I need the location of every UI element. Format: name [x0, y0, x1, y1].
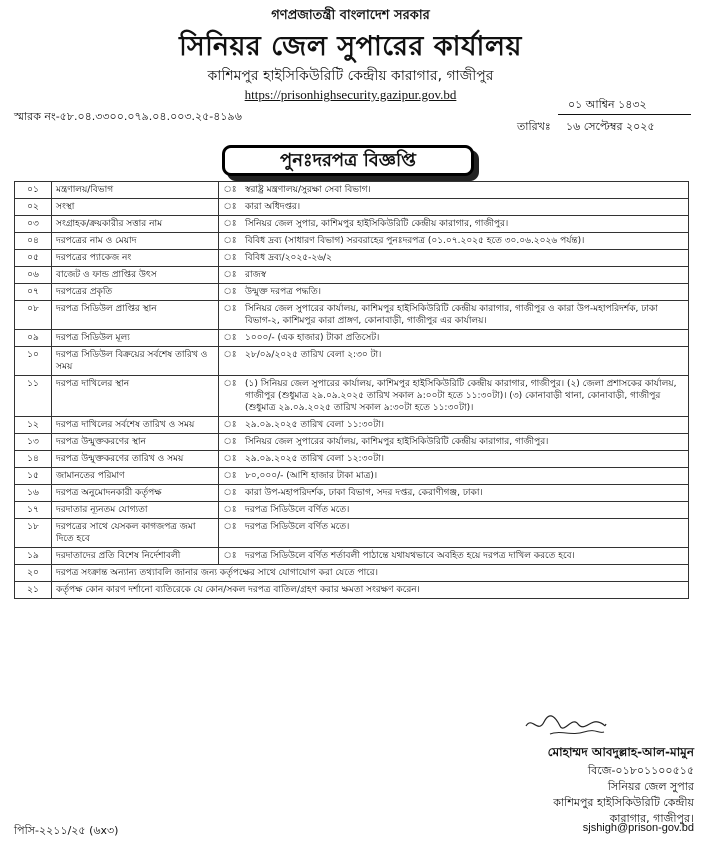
row-value: সিনিয়র জেল সুপার, কাশিমপুর হাইসিকিউরিটি কেন্দ্রীয় কারাগার, গাজীপুর। [241, 216, 689, 233]
row-value: দরপত্র সিডিউলে বর্ণিত শর্তাবলী পাঠান্তে যথাযথভাবে অবহিত হয়ে দরপত্র দাখিল করতে হবে। [241, 548, 689, 565]
table-row [15, 485, 689, 502]
row-number: ১৬ [15, 485, 52, 502]
row-number: ১৮ [15, 519, 52, 548]
row-label: কর্তৃপক্ষ কোন কারণ দর্শানো ব্যতিরেকে যে কোন/সকল দরপত্র বাতিল/গ্রহণ করার ক্ষমতা সংরক্ষণ করেন। [52, 582, 689, 599]
signatory-office-line1: কাশিমপুর হাইসিকিউরিটি কেন্দ্রীয় [553, 796, 694, 809]
row-separator: ঃ [219, 182, 242, 199]
table-row [15, 216, 689, 233]
row-separator: ঃ [219, 548, 242, 565]
row-number: ০৬ [15, 267, 52, 284]
memo-number: স্মারক নং-৫৮.০৪.৩৩০০.০৭৯.০৪.০০৩.২৫-৪১৯৬ [14, 110, 242, 123]
row-number: ০২ [15, 199, 52, 216]
row-number: ০৫ [15, 250, 52, 267]
table-row [15, 250, 689, 267]
row-label: দরপত্র সংক্রান্ত অন্যান্য তথ্যাবলি জানার জন্য কর্তৃপক্ষের সাথে যোগাযোগ করা যেতে পারে। [52, 565, 689, 582]
row-value: সিনিয়র জেল সুপারের কার্যালয়, কাশিমপুর হাইসিকিউরিটি কেন্দ্রীয় কারাগার, গাজীপুর। [241, 434, 689, 451]
table-row [15, 519, 689, 548]
tender-details-table [14, 181, 689, 599]
row-separator: ঃ [219, 267, 242, 284]
row-label: দরপত্রের প্যাকেজ নং [52, 250, 219, 267]
row-value: কারা অধিদপ্তর। [241, 199, 689, 216]
row-label: দরপত্র অনুমোদনকারী কর্তৃপক্ষ [52, 485, 219, 502]
row-value: রাজস্ব [241, 267, 689, 284]
row-value: দরপত্র সিডিউলে বর্ণিত মতে। [241, 502, 689, 519]
date-divider [558, 114, 691, 115]
row-number: ০৮ [15, 301, 52, 330]
row-number: ১১ [15, 376, 52, 417]
row-separator: ঃ [219, 485, 242, 502]
table-row [15, 330, 689, 347]
row-number: ২১ [15, 582, 52, 599]
office-location: কাশিমপুর হাইসিকিউরিটি কেন্দ্রীয় কারাগার, গাজীপুর [207, 68, 494, 84]
row-separator: ঃ [219, 468, 242, 485]
table-row [15, 182, 689, 199]
website-link[interactable]: https://prisonhighsecurity.gazipur.gov.bd [244, 87, 457, 102]
row-label: দরপত্র সিডিউল বিক্রয়ের সর্বশেষ তারিখ ও সময় [52, 347, 219, 376]
government-name: গণপ্রজাতন্ত্রী বাংলাদেশ সরকার [271, 8, 430, 23]
row-value: ২৮/০৯/২০২৫ তারিখ বেলা ২:৩০ টা। [241, 347, 689, 376]
signature-scribble [520, 712, 610, 740]
row-label: দরপত্র দাখিলের সর্বশেষ তারিখ ও সময় [52, 417, 219, 434]
row-value: ১০০০/- (এক হাজার) টাকা প্রতিসেট। [241, 330, 689, 347]
row-label: দরদাতার ন্যূনতম যোগ্যতা [52, 502, 219, 519]
row-label: দরপত্র উন্মুক্তকরণের স্থান [52, 434, 219, 451]
row-number: ১৫ [15, 468, 52, 485]
table-row [15, 502, 689, 519]
office-title: সিনিয়র জেল সুপারের কার্যালয় [179, 31, 522, 62]
row-separator: ঃ [219, 233, 242, 250]
row-number: ০৪ [15, 233, 52, 250]
row-value: বিবিধ দ্রব্য/২০২৫-২৬/২ [241, 250, 689, 267]
row-label: দরপত্র সিডিউল মূল্য [52, 330, 219, 347]
row-separator: ঃ [219, 502, 242, 519]
row-label: দরপত্রের নাম ও মেয়াদ [52, 233, 219, 250]
date-bangla: ০১ আশ্বিন ১৪৩২ [568, 98, 647, 111]
row-separator: ঃ [219, 417, 242, 434]
row-separator: ঃ [219, 284, 242, 301]
row-number: ১২ [15, 417, 52, 434]
row-number: ১৪ [15, 451, 52, 468]
table-row [15, 565, 689, 582]
table-row [15, 233, 689, 250]
row-number: ০৭ [15, 284, 52, 301]
row-label: জামানতের পরিমাণ [52, 468, 219, 485]
table-row [15, 199, 689, 216]
row-value: ৮০,০০০/- (আশি হাজার টাকা মাত্র)। [241, 468, 689, 485]
row-label: সংস্থা [52, 199, 219, 216]
table-row [15, 468, 689, 485]
signatory-name: মোহাম্মদ আবদুল্লাহ-আল-মামুন [547, 745, 694, 759]
row-number: ২০ [15, 565, 52, 582]
row-separator: ঃ [219, 216, 242, 233]
row-number: ০৯ [15, 330, 52, 347]
row-number: ১০ [15, 347, 52, 376]
row-value: ২৯.০৯.২০২৫ তারিখ বেলা ১২:৩০টা। [241, 451, 689, 468]
row-label: মন্ত্রণালয়/বিভাগ [52, 182, 219, 199]
signatory-email[interactable]: sjshigh@prison-gov.bd [582, 822, 694, 834]
table-row [15, 284, 689, 301]
row-value: কারা উপ-মহাপরিদর্শক, ঢাকা বিভাগ, সদর দপ্তর, কেরাণীগঞ্জ, ঢাকা। [241, 485, 689, 502]
table-row [15, 347, 689, 376]
table-row [15, 582, 689, 599]
row-label: দরদাতাদের প্রতি বিশেষ নির্দেশাবলী [52, 548, 219, 565]
signatory-office-line2: কারাগার, গাজীপুর। [609, 812, 694, 825]
row-value: বিবিধ দ্রব্য (সাধারণ বিভাগ) সরবরাহের পুনঃদরপত্র (০১.০৭.২০২৫ হতে ৩০.০৬.২০২৬ পর্যন্ত)। [241, 233, 689, 250]
row-number: ০৩ [15, 216, 52, 233]
table-row [15, 301, 689, 330]
row-value: ২৯.০৯.২০২৫ তারিখ বেলা ১১:৩০টা। [241, 417, 689, 434]
table-row [15, 376, 689, 417]
row-separator: ঃ [219, 376, 242, 417]
row-number: ১৩ [15, 434, 52, 451]
row-separator: ঃ [219, 199, 242, 216]
table-row [15, 434, 689, 451]
pc-code: পিসি-২২১১/২৫ (৬x৩) [14, 824, 119, 837]
row-number: ১৯ [15, 548, 52, 565]
table-row [15, 267, 689, 284]
row-number: ০১ [15, 182, 52, 199]
row-label: দরপত্র দাখিলের স্থান [52, 376, 219, 417]
row-separator: ঃ [219, 451, 242, 468]
signatory-block [480, 763, 694, 827]
date-label: তারিখঃ [517, 120, 551, 133]
row-separator: ঃ [219, 301, 242, 330]
signatory-id: বিজে-০১৮০১১০০৫১৫ [587, 764, 694, 777]
row-separator: ঃ [219, 434, 242, 451]
table-row [15, 417, 689, 434]
row-separator: ঃ [219, 250, 242, 267]
row-label: বাজেট ও ফান্ড প্রাপ্তির উৎস [52, 267, 219, 284]
row-label: দরপত্রের প্রকৃতি [52, 284, 219, 301]
row-value: দরপত্র সিডিউলে বর্ণিত মতে। [241, 519, 689, 548]
row-number: ১৭ [15, 502, 52, 519]
row-value: সিনিয়র জেল সুপারের কার্যালয়, কাশিমপুর হাইসিকিউরিটি কেন্দ্রীয় কারাগার, গাজীপুর ও কারা উপ-মহাপরিদর্শক, ঢাকা বিভাগ-২, কাশিমপুর কারা প্রাঙ্গণ, কোনাবাড়ী, গাজীপুর এর কার্যালয়। [241, 301, 689, 330]
table-row [15, 548, 689, 565]
row-label: দরপত্রের সাথে যেসকল কাগজপত্র জমা দিতে হবে [52, 519, 219, 548]
row-separator: ঃ [219, 519, 242, 548]
signatory-designation: সিনিয়র জেল সুপার [607, 780, 694, 793]
notice-title: পুনঃদরপত্র বিজ্ঞপ্তি [222, 145, 474, 176]
row-label: সংগ্রাহক/ক্রয়কারীর সত্তার নাম [52, 216, 219, 233]
row-label: দরপত্র সিডিউল প্রাপ্তির স্থান [52, 301, 219, 330]
row-value: (১) সিনিয়র জেল সুপারের কার্যালয়, কাশিমপুর হাইসিকিউরিটি কেন্দ্রীয় কারাগার, গাজীপুর। (২) জেলা প্রশাসকের কার্যালয়, গাজীপুর (শুধুমাত্র ২৯.০৯.২০২৫ তারিখ সকাল ৯:০০টা হতে ১১:৩০টা)। (৩) কোনাবাড়ী থানা, কোনাবাড়ী, গাজীপুর (শুধুমাত্র ২৯.০৯.২০২৫ তারিখ সকাল ৯:৩০টা হতে ১১:৩০টা)। [241, 376, 689, 417]
table-row [15, 451, 689, 468]
row-label: দরপত্র উন্মুক্তকরণের তারিখ ও সময় [52, 451, 219, 468]
row-separator: ঃ [219, 347, 242, 376]
row-separator: ঃ [219, 330, 242, 347]
row-value: উন্মুক্ত দরপত্র পদ্ধতি। [241, 284, 689, 301]
row-value: স্বরাষ্ট্র মন্ত্রণালয়/সুরক্ষা সেবা বিভাগ। [241, 182, 689, 199]
date-english: ১৬ সেপ্টেম্বর ২০২৫ [566, 120, 655, 133]
